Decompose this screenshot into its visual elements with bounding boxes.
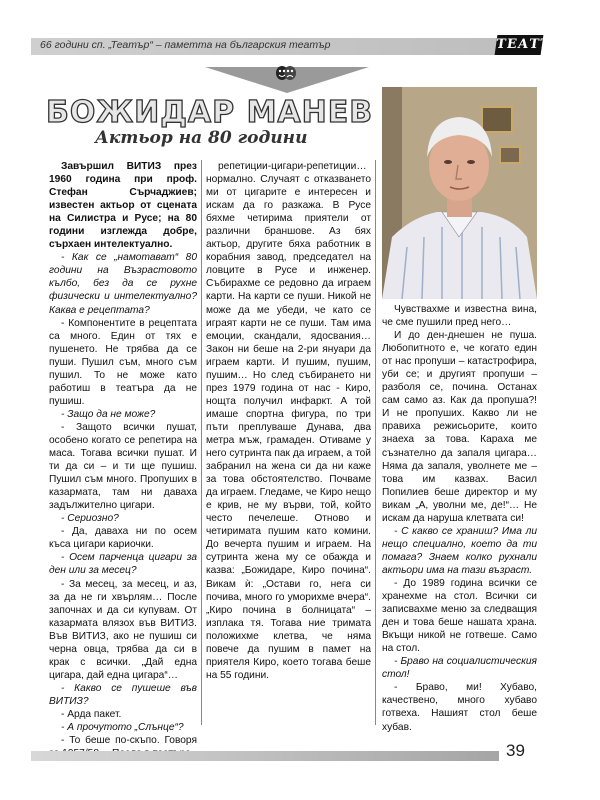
paragraph: - Сериозно? <box>61 513 119 525</box>
page-number: 39 <box>506 741 525 760</box>
paragraph: - Защо да не може? <box>61 408 156 420</box>
paragraph: Чувствахме и известна вина, че сме пушили пред него… <box>382 304 537 329</box>
column-divider-1 <box>201 160 202 725</box>
text-column-2 <box>206 160 371 682</box>
paragraph: - Арда пакет. <box>61 708 122 720</box>
paragraph: - Да, даваха ни по осем къса цигари кариочки. <box>49 526 197 551</box>
paragraph: - Какво се пушеше във ВИТИЗ? <box>49 682 197 707</box>
magazine-logo: ТЕАТЪР <box>495 35 544 55</box>
paragraph: репетиции-цигари-репетиции… нормално. Случаят с отказването ми от цигарите е интересен и искам да го разкажа. В Русе бяхме четирима приятели от различни браншове. Аз бях актьор, другите бяха работник в корабния завод, председател на ловците в Русе и инженер. Събирахме се редовно да играем карти. На карти се пуши. Никой не може да ме убеди, че като се играят карти не се пуши. Там има емоции, скандали, ядосвания… Закон ни беше на 2-ри януари да играем карти. И пушим, пушим, пушим… Но след събирането ни през 1979 година от нас - Киро, нощта получил инфаркт. А той имаше спортна фигура, по три пъти преплуваше Дунава, два метра мъж, грамаден. Отиваме у него сутринта пак да играем, а той забранил на жена си да ни каже за това обстоятелство. Почваме да играем. Гледаме, че Киро нещо е крив, не му върви, той, който често печелеше. Отново и четиримата пушим като комини. До вечерта пушим и играем. На сутринта жена му се обажда и казва: „Божидаре, Киро почина“. Викам ѝ: „Остави го, нега си почива, много го уморихме вчера“. „Киро почина в болницата“ – изплака тя. Тогава ние тримата положихме клетва, че няма повече да пушим в памет на приятеля Киро, което тогава беше на 55 години. <box>206 161 371 681</box>
paragraph: - До 1989 година всички се хранехме на стол. Всички си записвахме меню за следващия ден и това беше нашата храна. Вкъщи никой не готвеше. Само на стол. <box>382 577 537 655</box>
text-column-3 <box>382 303 537 734</box>
paragraph: - Компонентите в рецептата са много. Един от тях е пушенето. Не трябва да се пуши. Пушил съм, много съм пушил. То не може като работиш в театъра да не пушиш. <box>49 317 197 407</box>
article-title: БОЖИДАР МАНЕВ <box>46 95 374 130</box>
footer-bar <box>31 751 499 761</box>
paragraph: - Защото всички пушат, особено когато се репетира на маса. Тогава всички пушат. И ти да си – и ти ще пушиш. Пушил съм много. Пропуших в казармата, там ни даваха задължително цигари. <box>49 421 197 512</box>
paragraph: - Браво, ми! Хубаво, качествено, много хубаво готвеха. Нашият стол беше хубав. <box>382 682 537 733</box>
paragraph: - А прочутото „Слънце“? <box>61 722 184 734</box>
paragraph: - Как се „намотават“ 80 години на Възрастовото кълбо, без да се рухне физически и интелектуално? Каква е рецептата? <box>49 252 197 316</box>
paragraph: Завършил ВИТИЗ през 1960 година при проф. Стефан Сърчаджиев; известен актьор от сцената на Силистра и Русе; на 80 години изглежда добре, сърхаен интелектуално. <box>49 161 197 251</box>
text-column-1 <box>49 160 197 760</box>
article-subtitle: Актьор на 80 години <box>95 128 308 148</box>
paragraph: - Браво на социалистическия стол! <box>382 656 537 681</box>
running-title: 66 години сп. „Театър“ – паметта на българския театър <box>40 39 331 51</box>
theatre-masks-icon <box>274 65 298 81</box>
paragraph: - За месец, за месец, и аз, за да не ги хвърлям… После започнах и да си купувам. От казармата влязох във ВИТИЗ. Във ВИТИЗ, ако не пушиш си черна овца, трябва да си в крак с всички. „Дай една цигара, дай една цигара“… <box>49 578 197 681</box>
paragraph: - То беше по-скъпо. Говоря <box>61 735 197 747</box>
paragraph: И до ден-днешен не пуша. Любопитното е, че когато един от нас пропуши – катастрофира, уби се; и другият пропуши – разболя се, почина. Останах сам само аз. Как да пропуша?! И не пропуших. Какво ли не правиха режисьорите, които знаеха за това. Караха ме съзнателно да запаля цигара… Няма да запаля, уволнете ме – това им казвах. Васил Попилиев беше директор и му викам „А, уволни ме, де!“… Не искам да наруша клетвата си! <box>382 330 537 524</box>
paragraph: - С какво се храниш? Има ли нещо специално, което да ти помага? Знаем колко рухнали актьори има на тази възраст. <box>382 525 537 576</box>
paragraph: - Осем парченца цигари за ден или за месец? <box>49 552 197 577</box>
column-divider-2 <box>375 160 376 725</box>
portrait-photo <box>382 87 537 299</box>
